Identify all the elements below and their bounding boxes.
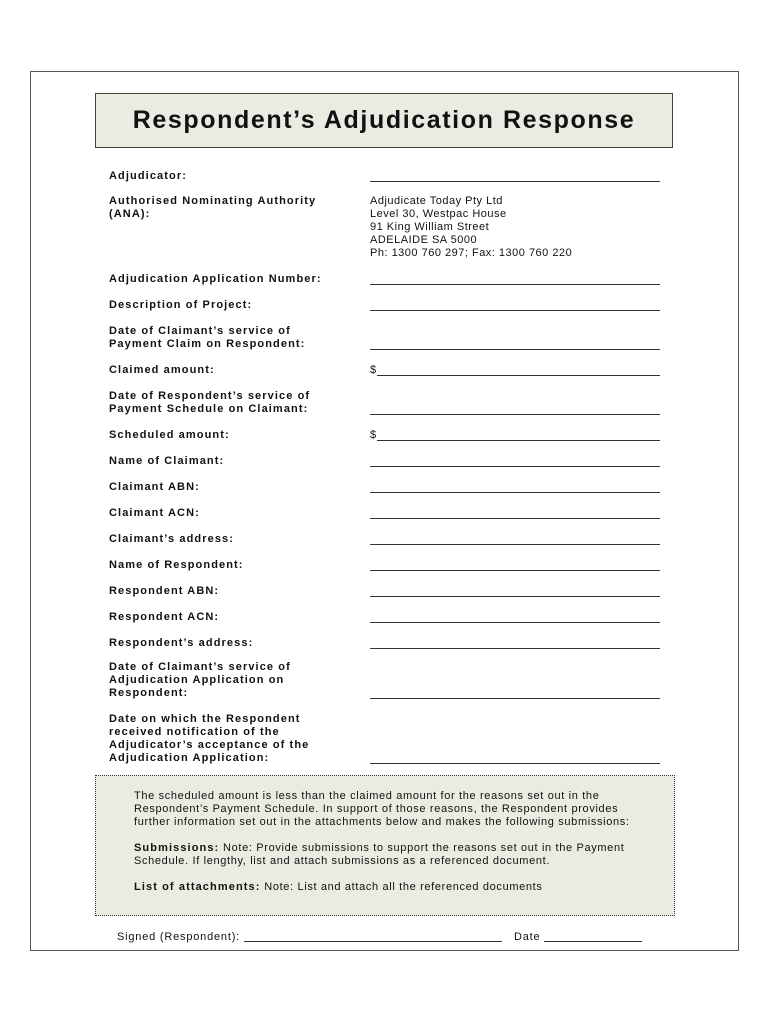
acceptance-notification-date-field[interactable] [370,752,660,765]
respondent-address-field[interactable] [370,637,660,650]
application-service-date-label: Date of Claimant’s service of Adjudication Application on Respondent: [109,661,291,699]
submissions-note [134,842,637,868]
claimed-amount-field[interactable]: $ [370,364,660,377]
signature-field[interactable] [244,931,502,942]
title-box [95,93,673,148]
application-number-label: Adjudication Application Number: [109,273,322,285]
ana-address: Adjudicate Today Pty Ltd Level 30, Westpac House 91 King William Street ADELAIDE SA 5000 Ph: 1300 760 297; Fax: 1300 760 220 [370,195,573,259]
claimant-abn-field[interactable] [370,481,660,494]
scheduled-amount-label: Scheduled amount: [109,429,230,441]
signed-label: Signed (Respondent): [117,931,241,943]
claimant-name-label: Name of Claimant: [109,455,225,467]
claimant-name-field[interactable] [370,455,660,468]
respondent-address-label: Respondent’s address: [109,637,254,649]
adjudicator-field[interactable] [370,170,660,183]
payment-schedule-date-label: Date of Respondent’s service of Payment Schedule on Claimant: [109,390,311,415]
signature-row [117,931,657,943]
respondent-acn-label: Respondent ACN: [109,611,220,623]
payment-claim-date-field[interactable] [370,338,660,351]
acceptance-notification-date-label: Date on which the Respondent received notification of the Adjudicator’s acceptance of the Adjudication Application: [109,713,310,764]
respondent-abn-label: Respondent ABN: [109,585,220,597]
payment-schedule-date-field[interactable] [370,403,660,416]
claimed-amount-label: Claimed amount: [109,364,215,376]
adjudicator-label: Adjudicator: [109,170,187,182]
date-label: Date [514,931,541,943]
project-description-field[interactable] [370,299,660,312]
claimant-abn-label: Claimant ABN: [109,481,200,493]
ana-label: Authorised Nominating Authority (ANA): [109,195,317,220]
date-field[interactable] [544,931,642,942]
claimant-acn-label: Claimant ACN: [109,507,200,519]
respondent-acn-field[interactable] [370,611,660,624]
project-description-label: Description of Project: [109,299,253,311]
form-title: Respondent’s Adjudication Response [132,106,636,134]
application-service-date-field[interactable] [370,687,660,700]
respondent-abn-field[interactable] [370,585,660,598]
scheduled-amount-field[interactable]: $ [370,429,660,442]
notes-intro: The scheduled amount is less than the claimed amount for the reasons set out in the Respondent’s Payment Schedule. In support of those reasons, the Respondent provides further information set out in the attachments below and makes the following submissions: [134,790,630,828]
attachments-note [134,881,637,894]
attachments-text: Note: List and attach all the referenced documents [260,881,543,893]
claimant-acn-field[interactable] [370,507,660,520]
respondent-name-label: Name of Respondent: [109,559,244,571]
application-number-field[interactable] [370,273,660,286]
submissions-label: Submissions: [134,842,220,854]
payment-claim-date-label: Date of Claimant’s service of Payment Claim on Respondent: [109,325,306,350]
submissions-box [95,775,675,916]
submissions-text: Note: Provide submissions to support the reasons set out in the Payment Schedule. If lengthy, list and attach submissions as a referenced document. [134,842,625,867]
claimant-address-field[interactable] [370,533,660,546]
respondent-name-field[interactable] [370,559,660,572]
claimant-address-label: Claimant’s address: [109,533,235,545]
attachments-label: List of attachments: [134,881,261,893]
